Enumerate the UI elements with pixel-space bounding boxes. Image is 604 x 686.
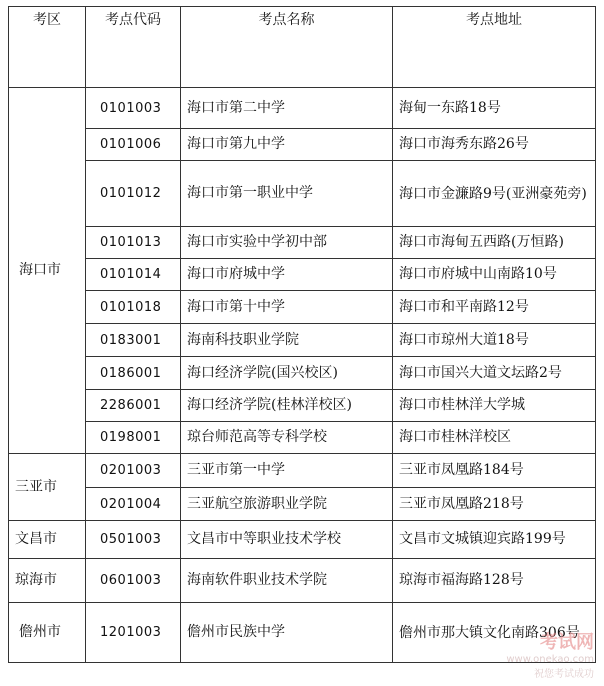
header-row	[9, 7, 596, 88]
code-cell: 0186001	[86, 357, 181, 390]
name-cell: 海南科技职业学院	[181, 324, 393, 357]
name-cell: 海口市第九中学	[181, 129, 393, 161]
header-code: 考点代码	[86, 7, 181, 88]
exam-site-table	[8, 6, 596, 663]
table-row	[9, 422, 596, 454]
district-cell: 海口市	[9, 88, 86, 454]
address-cell: 三亚市凤凰路184号	[393, 454, 596, 488]
header-name: 考点名称	[181, 7, 393, 88]
name-cell: 琼台师范高等专科学校	[181, 422, 393, 454]
address-cell: 海口市府城中山南路10号	[393, 259, 596, 291]
table-row	[9, 259, 596, 291]
name-cell: 儋州市民族中学	[181, 603, 393, 663]
watermark-slogan: 祝您考试成功	[534, 669, 594, 680]
table-row	[9, 129, 596, 161]
address-cell: 海口市海甸五西路(万恒路)	[393, 227, 596, 259]
address-cell: 海口市桂林洋大学城	[393, 390, 596, 422]
name-cell: 海口市第十中学	[181, 291, 393, 324]
code-cell: 0101018	[86, 291, 181, 324]
district-cell: 儋州市	[9, 603, 86, 663]
table-row	[9, 454, 596, 488]
address-cell: 海口市琼州大道18号	[393, 324, 596, 357]
address-cell: 海口市桂林洋校区	[393, 422, 596, 454]
code-cell: 0198001	[86, 422, 181, 454]
name-cell: 海南软件职业技术学院	[181, 559, 393, 603]
code-cell: 0101012	[86, 161, 181, 227]
table-row	[9, 88, 596, 129]
code-cell: 0101013	[86, 227, 181, 259]
table-row	[9, 357, 596, 390]
address-cell: 海甸一东路18号	[393, 88, 596, 129]
address-cell: 琼海市福海路128号	[393, 559, 596, 603]
name-cell: 海口市第二中学	[181, 88, 393, 129]
name-cell: 三亚市第一中学	[181, 454, 393, 488]
code-cell: 1201003	[86, 603, 181, 663]
watermark	[506, 628, 594, 680]
watermark-url: www.onekao.com	[506, 654, 594, 665]
code-cell: 0101003	[86, 88, 181, 129]
name-cell: 海口经济学院(桂林洋校区)	[181, 390, 393, 422]
address-cell: 海口市和平南路12号	[393, 291, 596, 324]
table-row	[9, 488, 596, 521]
name-cell: 海口经济学院(国兴校区)	[181, 357, 393, 390]
name-cell: 三亚航空旅游职业学院	[181, 488, 393, 521]
code-cell: 0601003	[86, 559, 181, 603]
district-cell: 文昌市	[9, 521, 86, 559]
code-cell: 0201004	[86, 488, 181, 521]
code-cell: 0101006	[86, 129, 181, 161]
table-row	[9, 291, 596, 324]
table-row	[9, 324, 596, 357]
code-cell: 0183001	[86, 324, 181, 357]
code-cell: 0501003	[86, 521, 181, 559]
name-cell: 海口市实验中学初中部	[181, 227, 393, 259]
header-district: 考区	[9, 7, 86, 88]
address-cell: 三亚市凤凰路218号	[393, 488, 596, 521]
address-cell: 海口市国兴大道文坛路2号	[393, 357, 596, 390]
table-row	[9, 161, 596, 227]
name-cell: 海口市第一职业中学	[181, 161, 393, 227]
table-row	[9, 559, 596, 603]
name-cell: 海口市府城中学	[181, 259, 393, 291]
code-cell: 0201003	[86, 454, 181, 488]
watermark-logo: 考试网	[540, 632, 594, 653]
address-cell: 海口市金濂路9号(亚洲豪苑旁)	[393, 161, 596, 227]
address-cell: 海口市海秀东路26号	[393, 129, 596, 161]
table-row	[9, 521, 596, 559]
address-cell: 文昌市文城镇迎宾路199号	[393, 521, 596, 559]
name-cell: 文昌市中等职业技术学校	[181, 521, 393, 559]
district-cell: 三亚市	[9, 454, 86, 521]
code-cell: 0101014	[86, 259, 181, 291]
table-row	[9, 390, 596, 422]
header-address: 考点地址	[393, 7, 596, 88]
district-cell: 琼海市	[9, 559, 86, 603]
address-cell: 儋州市那大镇文化南路306号	[393, 603, 596, 663]
code-cell: 2286001	[86, 390, 181, 422]
table-row	[9, 227, 596, 259]
